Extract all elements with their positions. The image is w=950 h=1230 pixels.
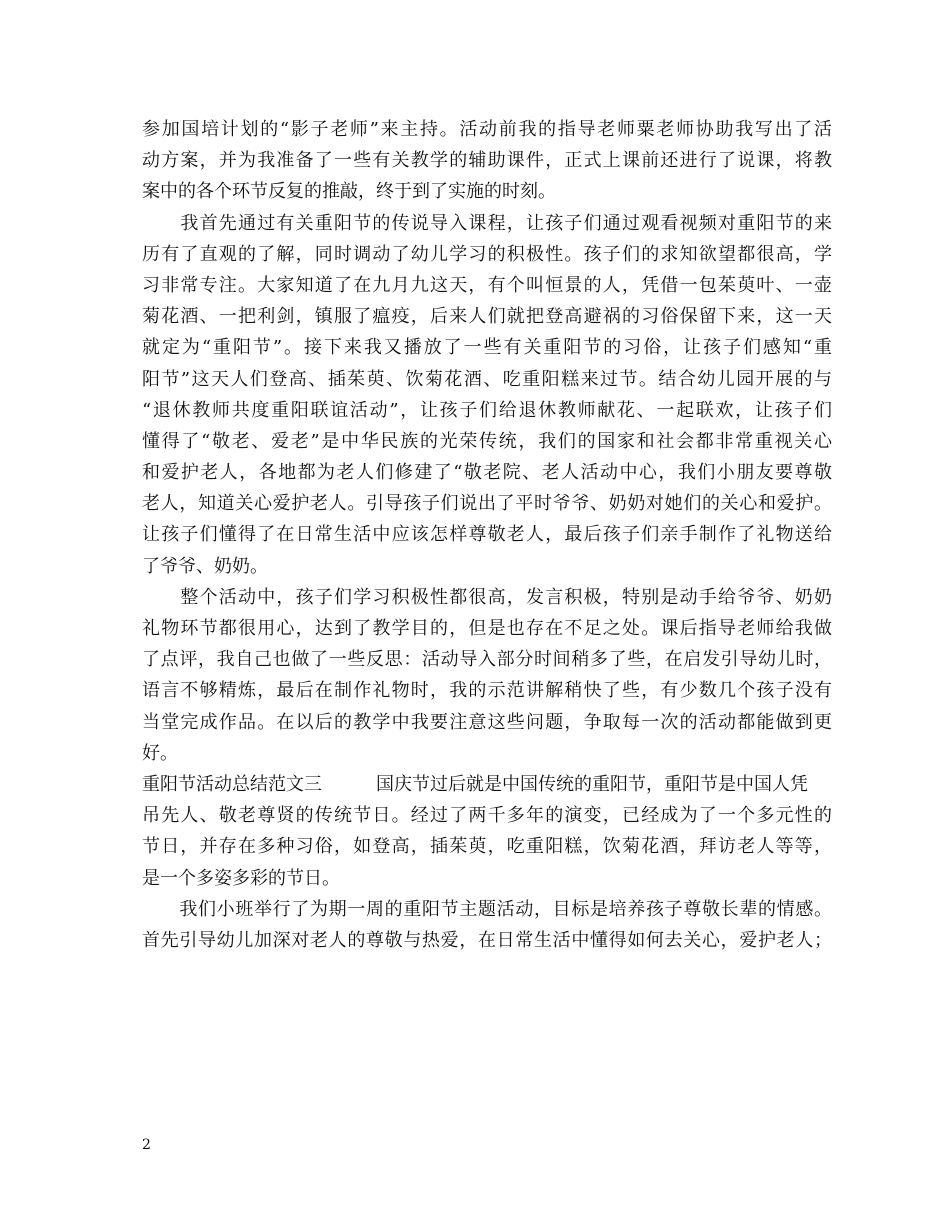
body-text (142, 114, 832, 956)
text-line: 吊先人、敬老尊贤的传统节日。经过了两千多年的演变，已经成为了一个多元性的 (142, 805, 832, 827)
text-line: 了爷爷、奶奶。 (142, 555, 268, 577)
text-line: 菊花酒、一把利剑，镇服了瘟疫，后来人们就把登高避祸的习俗保留下来，这一天 (142, 306, 832, 328)
text-line: “退休教师共度重阳联谊活动”，让孩子们给退休教师献花、一起联欢，让孩子们 (142, 399, 832, 421)
text-line: 节日，并存在多种习俗，如登高，插茱萸，吃重阳糕，饮菊花酒，拜访老人等等， (142, 836, 832, 858)
text-line: 案中的各个环节反复的推敲，终于到了实施的时刻。 (142, 181, 556, 203)
text-line: 好。 (142, 742, 178, 764)
text-line: 礼物环节都很用心，达到了教学目的，但是也存在不足之处。课后指导老师给我做 (142, 618, 832, 639)
text-line: 让孩子们懂得了在日常生活中应该怎样尊敬老人，最后孩子们亲手制作了礼物送给 (142, 524, 832, 546)
text-line: 是一个多姿多彩的节日。 (142, 867, 340, 889)
text-line: 我首先通过有关重阳节的传说导入课程，让孩子们通过观看视频对重阳节的来 (142, 212, 832, 234)
text-line: 就定为“重阳节”。接下来我又播放了一些有关重阳节的习俗，让孩子们感知“重 (142, 337, 832, 359)
text-line: 整个活动中，孩子们学习积极性都很高，发言积极，特别是动手给爷爷、奶奶 (142, 586, 832, 608)
text-line: 老人，知道关心爱护老人。引导孩子们说出了平时爷爷、奶奶对她们的关心和爱护。 (142, 493, 832, 515)
page-number: 2 (142, 1137, 151, 1153)
text-line: 和爱护老人，各地都为老人们修建了“敬老院、老人活动中心，我们小朋友要尊敬 (142, 462, 832, 484)
text-line: 当堂完成作品。在以后的教学中我要注意这些问题，争取每一次的活动都能做到更 (142, 711, 832, 733)
text-line: 历有了直观的了解，同时调动了幼儿学习的积极性。孩子们的求知欲望都很高，学 (142, 243, 832, 265)
text-line: 习非常专注。大家知道了在九月九这天，有个叫恒景的人，凭借一包茱萸叶、一壶 (142, 274, 832, 296)
text-line: 了点评，我自己也做了一些反思：活动导入部分时间稍多了些，在启发引导幼儿时， (142, 649, 832, 671)
text-line: 参加国培计划的“影子老师”来主持。活动前我的指导老师粟老师协助我写出了活 (142, 119, 832, 140)
text-line: 语言不够精炼，最后在制作礼物时，我的示范讲解稍快了些，有少数几个孩子没有 (142, 680, 832, 702)
text-line: 我们小班举行了为期一周的重阳节主题活动，目标是培养孩子尊敬长辈的情感。 (142, 898, 832, 920)
section-heading-line: 重阳节活动总结范文三 国庆节过后就是中国传统的重阳节，重阳节是中国人凭 (142, 773, 808, 795)
text-line: 阳节”这天人们登高、插茱萸、饮菊花酒、吃重阳糕来过节。结合幼儿园开展的与 (142, 368, 832, 390)
text-line: 动方案，并为我准备了一些有关教学的辅助课件，正式上课前还进行了说课，将教 (142, 150, 832, 172)
text-line: 懂得了“敬老、爱老”是中华民族的光荣传统，我们的国家和社会都非常重视关心 (142, 430, 832, 452)
text-line: 首先引导幼儿加深对老人的尊敬与热爱，在日常生活中懂得如何去关心，爱护老人； (142, 929, 832, 951)
